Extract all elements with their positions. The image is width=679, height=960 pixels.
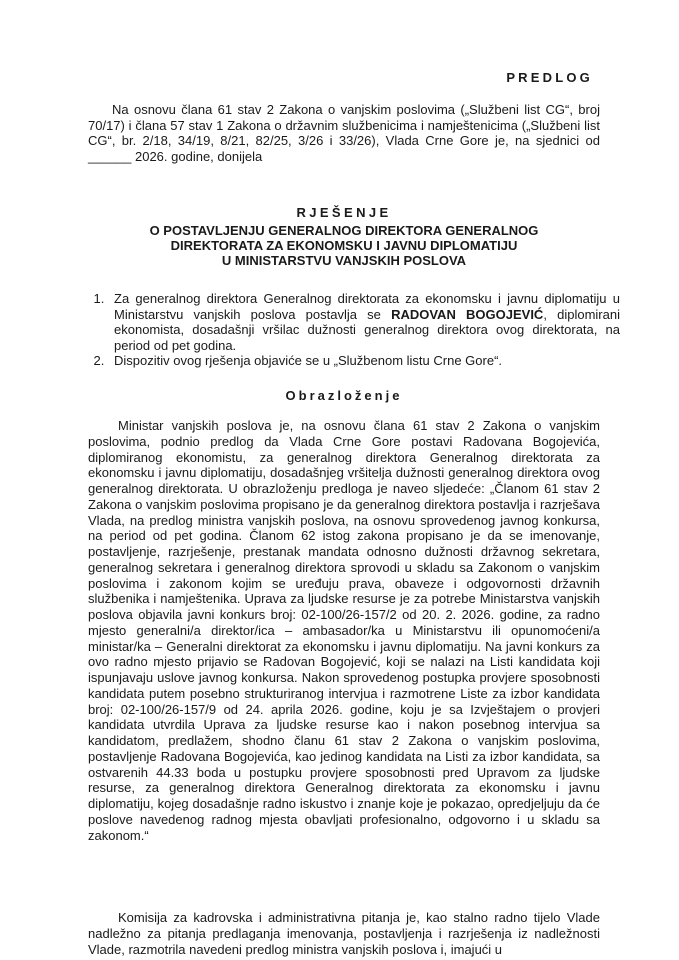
appointee-name: RADOVAN BOGOJEVIĆ [391,306,544,322]
decision-subtitle-line-1: O POSTAVLJENJU GENERALNOG DIREKTORA GENERALNOG [149,222,539,238]
decision-subtitle-line-2: DIREKTORATA ZA EKONOMSKU I JAVNU DIPLOMATIJU [170,238,518,253]
decision-title [88,205,600,269]
explanation-paragraph-1: Ministar vanjskih poslova je, na osnovu člana 61 stav 2 Zakona o vanjskim poslovima, podnio predlog da Vlada Crne Gore postavi Radovana Bogojevića, diplomiranog ekonomistu, za generalnog direktora Generalnog direktorata za ekonomsku i javnu diplomatiju, dosadašnjeg vršitelja dužnosti generalnog direktora ovog generalnog direktorata. U obrazloženju predloga je naveo sljedeće: „Članom 61 stav 2 Zakona o vanjskim poslovima propisano je da generalnog direktora postavlja i razrješava Vlada, na predlog ministra vanjskih poslova, na osnovu sprovedenog javnog konkursa, na period od pet godina. Članom 62 istog zakona propisano je da se imenovanje, postavljenje, razrješenje, prestanak mandata odnosno dužnosti državnog sekretara, generalnog sekretara i generalnog direktora sprovodi u skladu sa Zakonom o vanjskim poslovima i zakonom kojim se uređuju prava, obaveze i odgovornosti državnih službenika i namještenika. Uprava za ljudske resurse je za potrebe Ministarstva vanjskih poslova objavila javni konkurs broj: 02-100/26-157/2 od 20. 2. 2026. godine, za radno mjesto generalni/a direktor/ica – ambasador/ka u Ministarstvu ili opunomoćeni/a ministar/ka – Generalni direktorat za ekonomsku i javnu diplomatiju. Na javni konkurs za ovo radno mjesto prijavio se Radovan Bogojević, koji se nalazi na Listi kandidata koji ispunjavaju uslove javnog konkursa. Nakon sprovedenog postupka provjere sposobnosti kandidata putem posebno strukturiranog intervjua i razmotrene Liste za izbor kandidata broj: 02-100/26-157/9 od 24. aprila 2026. godine, koju je sa Izvještajem o provjeri kandidata utvrdila Uprava za ljudske resurse kao i nakon posebnog intervjua sa kandidatom, predlažem, shodno članu 61 stav 2 Zakona o vanjskim poslovima, postavljenje Radovana Bogojevića, kao jedinog kandidata na Listi za izbor kandidata, sa ostvarenih 44.33 boda u postupku provjere sposobnosti pred Upravom za ljudske resurse, za generalnog direktora Generalnog direktorata za ekonomsku i javnu diplomatiju, kojeg dosadašnje radno iskustvo i znanje koje je pokazao, opredjeljuju da će poslove navedenog radnog mjesta obavljati profesionalno, odgovorno i u skladu sa zakonom.“ [88,418,600,843]
explanation-paragraph-2: Komisija za kadrovska i administrativna pitanja je, kao stalno radno tijelo Vlade nadležno za pitanja predlaganja imenovanja, postavljenja i razrješenja iz nadležnosti Vlade, razmotrila navedeni predlog ministra vanjskih poslova i, imajući u [88,910,600,957]
dispositive-item-2: 2. Dispozitiv ovog rješenja objaviće se u „Službenom listu Crne Gore“. [108,353,620,369]
dispositive-list [88,291,620,369]
decision-heading: RJEŠENJE [296,205,392,220]
explanation-heading: Obrazloženje [285,388,403,403]
decision-subtitle-line-3: U MINISTARSTVU VANJSKIH POSLOVA [221,253,467,269]
dispositive-item-1: 1. Za generalnog direktora Generalnog direktorata za ekonomsku i javnu diplomatiju u Ministarstvu vanjskih poslova postavlja se RADOVAN BOGOJEVIĆ, diplomirani ekonomista, dosadašnji vršilac dužnosti generalnog direktora ovog direktorata, na period od pet godina. [108,291,620,353]
legal-basis-paragraph: Na osnovu člana 61 stav 2 Zakona o vanjskim poslovima („Službeni list CG“, broj 70/17) i člana 57 stav 1 Zakona o državnim službenicima i namještenicima („Službeni list CG“, br. 2/18, 34/19, 8/21, 82/25, 3/26 i 33/26), Vlada Crne Gore je, na sjednici od ______ 2026. godine, donijela [88,102,600,164]
predlog-label: PREDLOG [506,70,593,85]
